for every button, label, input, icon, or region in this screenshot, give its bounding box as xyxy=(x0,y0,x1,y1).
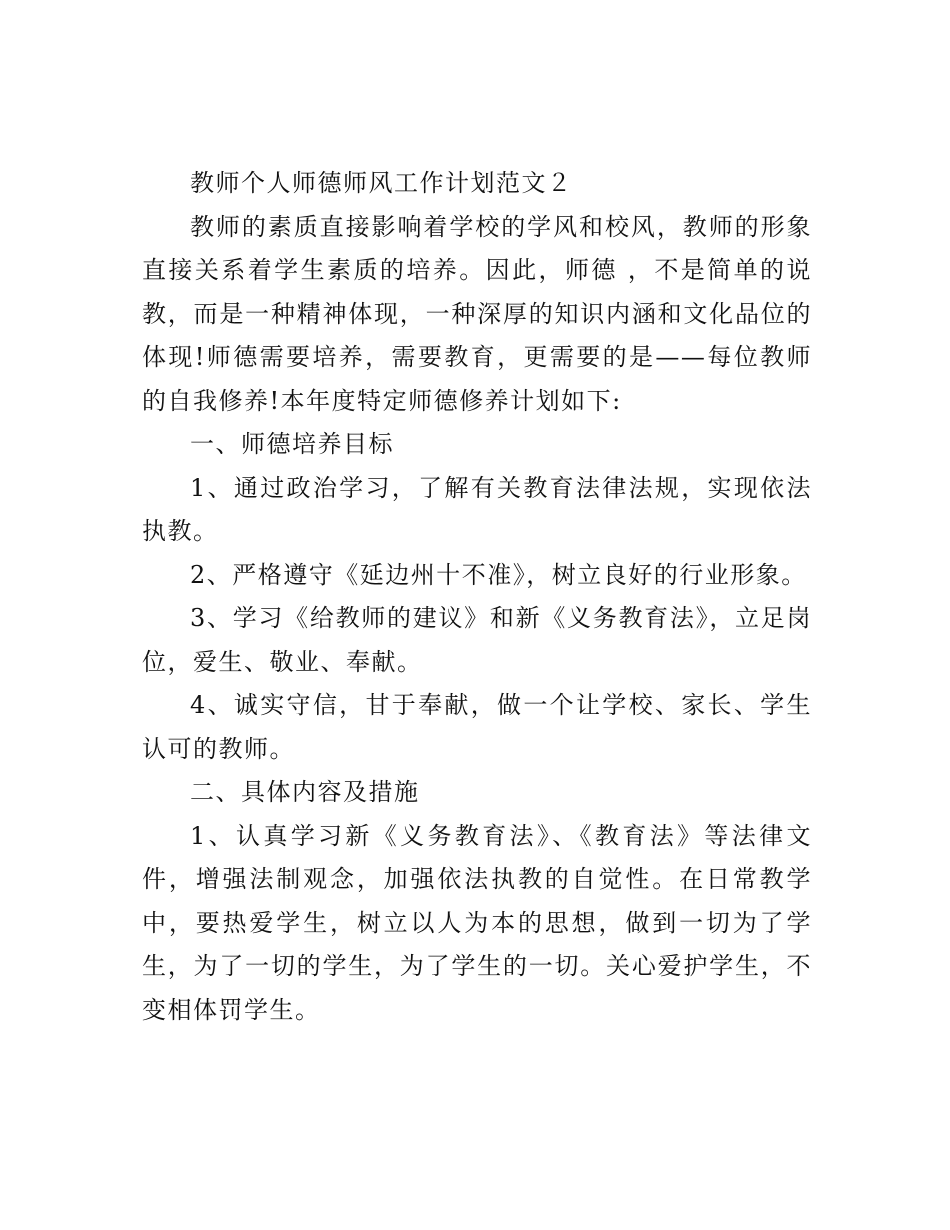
goal-item-4: 4、诚实守信，甘于奉献，做一个让学校、家长、学生认可的教师。 xyxy=(142,691,812,763)
goal-item-1: 1、通过政治学习，了解有关教育法律法规，实现依法执教。 xyxy=(142,473,812,545)
document-title: 教师个人师德师风工作计划范文２ xyxy=(190,169,573,197)
document-body xyxy=(142,162,812,1032)
goal-item-3: 3、学习《给教师的建议》和新《义务教育法》，立足岗位，爱生、敬业、奉献。 xyxy=(142,604,812,676)
section-heading-goals: 一、师德培养目标 xyxy=(190,430,394,458)
intro-paragraph: 教师的素质直接影响着学校的学风和校风，教师的形象直接关系着学生素质的培养。因此，师德 ，不是简单的说教，而是一种精神体现，一种深厚的知识内涵和文化品位的体现!师德需要培养，需要教育，更需要的是——每位教师的自我修养!本年度特定师德修养计划如下: xyxy=(142,212,812,415)
measure-item-1: 1、认真学习新《义务教育法》、《教育法》等法律文件，增强法制观念，加强依法执教的自觉性。在日常教学中，要热爱学生，树立以人为本的思想，做到一切为了学生，为了一切的学生，为了学生的一切。关心爱护学生，不变相体罚学生。 xyxy=(142,821,812,1024)
section-heading-measures: 二、具体内容及措施 xyxy=(190,778,420,806)
goal-item-2: 2、严格遵守《延边州十不准》，树立良好的行业形象。 xyxy=(190,560,807,589)
